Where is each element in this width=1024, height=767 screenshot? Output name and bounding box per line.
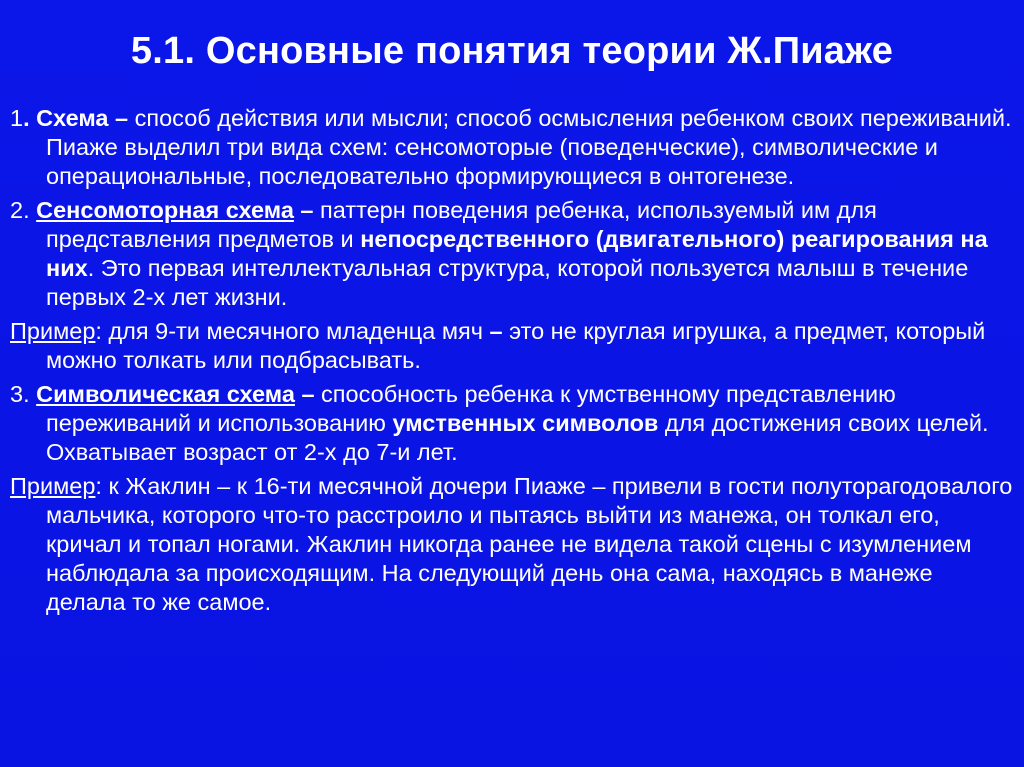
example-text: : к Жаклин – к 16-ти месячной дочери Пиаже – привели в гости полуторагодовалого мальчика, которого что-то расстроило и пытаясь выйти из манежа, он толкал его, кричал и топал ногами. Жаклин никогда ранее не видела такой сцены с изумлением наблюдала за происходящим. На следующий день она сама, находясь в манеже делала то же самое.	[46, 473, 1013, 615]
slide-content	[10, 104, 1014, 622]
example-dash: –	[489, 318, 503, 344]
term-sensorimotor: Сенсомоторная схема	[36, 197, 294, 223]
term-dash: –	[293, 197, 314, 223]
slide-title: 5.1. Основные понятия теории Ж.Пиаже	[130, 30, 894, 72]
item-number-dot: .	[23, 105, 37, 131]
definition-text: способность ребенка к умственному представлению переживаний и использованию	[46, 381, 896, 436]
item-example-1	[10, 317, 1014, 375]
example-text: : для 9-ти месячного младенца мяч	[95, 318, 490, 344]
item-example-2	[10, 472, 1014, 617]
definition-bold: непосредственного (двигательного) реагирования на них	[46, 226, 988, 281]
item-number: 1	[10, 105, 24, 131]
item-symbolic	[10, 380, 1014, 467]
definition-text: способ действия или мысли; способ осмысления ребенком своих переживаний. Пиаже выделил три вида схем: сенсомоторые (поведенческие), символические и операциональные, последовательно формирующиеся в онтогенезе.	[46, 105, 1012, 189]
definition-text: паттерн поведения ребенка, используемый им для представления предметов и	[46, 197, 877, 252]
definition-text-end: . Это первая интеллектуальная структура, которой пользуется малыш в течение первых 2-х лет жизни.	[46, 255, 969, 310]
term-symbolic: Символическая схема	[36, 381, 295, 407]
example-label: Пример	[10, 473, 96, 499]
definition-text-end: для достижения своих целей. Охватывает возраст от 2-х до 7-и лет.	[46, 410, 989, 465]
item-number: 3.	[10, 381, 37, 407]
item-number: 2.	[10, 197, 37, 223]
example-text-end: это не круглая игрушка, а предмет, который можно толкать или подбрасывать.	[46, 318, 986, 373]
term-schema: Схема	[36, 105, 109, 131]
example-label: Пример	[10, 318, 96, 344]
item-schema	[10, 104, 1014, 191]
definition-bold: умственных символов	[392, 410, 659, 436]
term-dash: –	[108, 105, 135, 131]
item-sensorimotor	[10, 196, 1014, 312]
term-dash: –	[294, 381, 315, 407]
